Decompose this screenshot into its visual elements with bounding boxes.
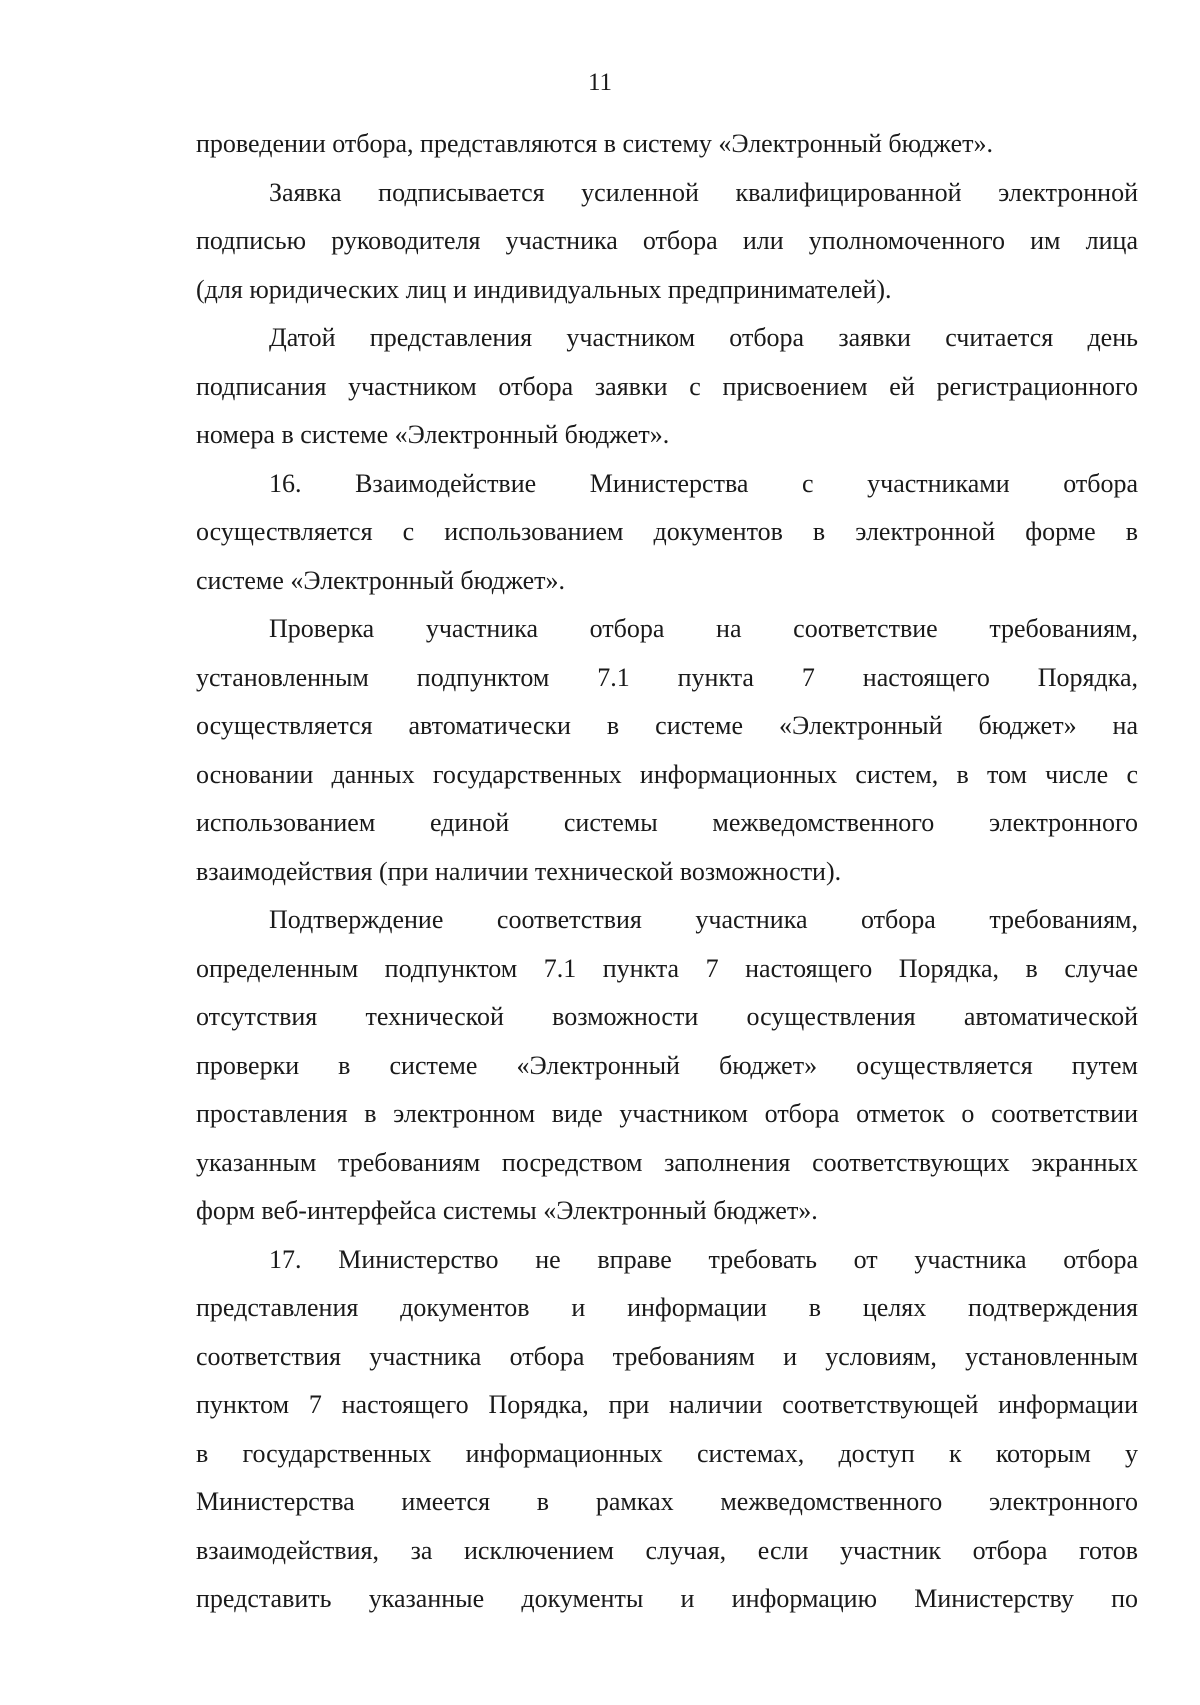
text-line: основании данных государственных информационных систем, в том числе с xyxy=(196,759,1138,789)
text-line: взаимодействия (при наличии технической возможности). xyxy=(196,856,842,886)
text-line: Министерства имеется в рамках межведомственного электронного xyxy=(196,1487,1138,1516)
page-number: 11 xyxy=(587,69,613,96)
paragraph xyxy=(196,314,1138,460)
text-line: пунктом 7 настоящего Порядка, при наличии соответствующей информации xyxy=(196,1390,1138,1419)
text-line: отсутствия технической возможности осуществления автоматической xyxy=(196,1002,1138,1031)
text-line: системе «Электронный бюджет». xyxy=(196,565,565,595)
text-line: (для юридических лиц и индивидуальных предпринимателей). xyxy=(196,274,892,304)
paragraph xyxy=(196,605,1138,896)
text-line: Заявка подписывается усиленной квалифицированной электронной xyxy=(269,177,1138,207)
text-line: представить указанные документы и информацию Министерству по xyxy=(196,1584,1138,1613)
paragraph xyxy=(196,896,1138,1236)
text-line: осуществляется с использованием документов в электронной форме в xyxy=(196,517,1138,546)
text-line: соответствия участника отбора требованиям и условиям, установленным xyxy=(196,1341,1138,1371)
paragraph xyxy=(196,460,1138,606)
text-line: в государственных информационных системах, доступ к которым у xyxy=(196,1438,1138,1468)
text-line: форм веб-интерфейса системы «Электронный бюджет». xyxy=(196,1196,818,1225)
text-line: представления документов и информации в целях подтверждения xyxy=(196,1293,1138,1322)
text-line: Датой представления участником отбора заявки считается день xyxy=(269,323,1138,352)
text-line: Проверка участника отбора на соответствие требованиям, xyxy=(269,614,1138,643)
text-line: использованием единой системы межведомственного электронного xyxy=(196,808,1138,837)
text-line: взаимодействия, за исключением случая, если участник отбора готов xyxy=(196,1535,1138,1565)
text-line: проверки в системе «Электронный бюджет» осуществляется путем xyxy=(196,1050,1138,1080)
text-line: проставления в электронном виде участником отбора отметок о соответствии xyxy=(196,1099,1138,1128)
text-line: указанным требованиям посредством заполнения соответствующих экранных xyxy=(196,1147,1138,1177)
text-line: подписью руководителя участника отбора или уполномоченного им лица xyxy=(196,226,1138,255)
text-line: 17. Министерство не вправе требовать от участника отбора xyxy=(269,1244,1138,1274)
document-body xyxy=(196,120,1138,1624)
text-line: проведении отбора, представляются в систему «Электронный бюджет». xyxy=(196,129,993,158)
paragraph xyxy=(196,1236,1138,1624)
text-line: номера в системе «Электронный бюджет». xyxy=(196,420,670,449)
text-line: установленным подпунктом 7.1 пункта 7 настоящего Порядка, xyxy=(196,662,1138,692)
text-line: осуществляется автоматически в системе «Электронный бюджет» на xyxy=(196,711,1138,740)
paragraph xyxy=(196,169,1138,315)
text-line: подписания участником отбора заявки с присвоением ей регистрационного xyxy=(196,371,1138,401)
text-line: Подтверждение соответствия участника отбора требованиям, xyxy=(269,905,1138,934)
text-line: 16. Взаимодействие Министерства с участниками отбора xyxy=(269,468,1138,498)
paragraph xyxy=(196,120,1138,169)
text-line: определенным подпунктом 7.1 пункта 7 настоящего Порядка, в случае xyxy=(196,953,1138,983)
